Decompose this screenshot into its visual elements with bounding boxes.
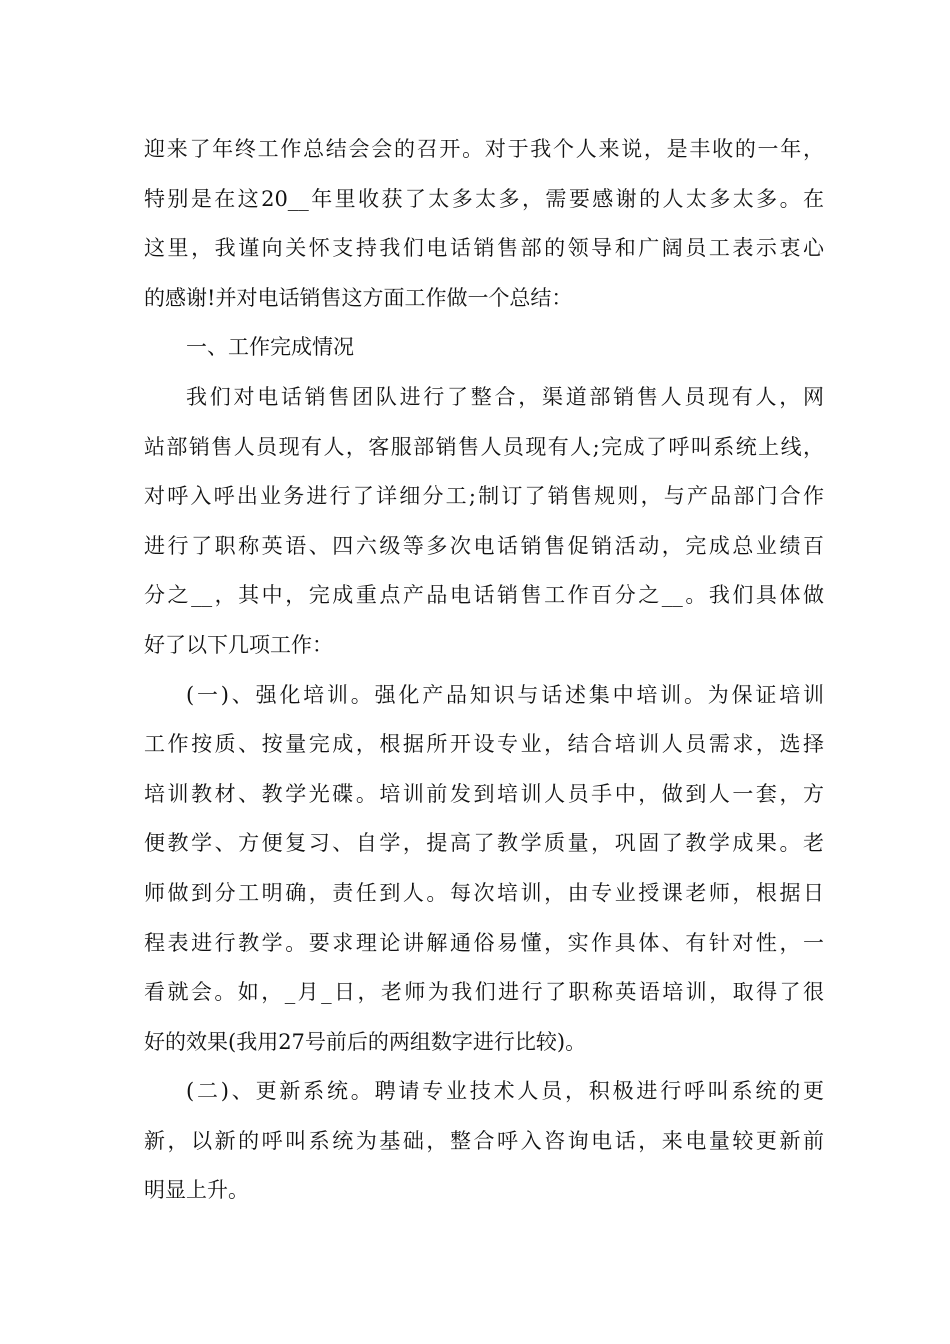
text-line: 新，以新的呼叫系统为基础，整合呼入咨询电话，来电量较更新前	[144, 1128, 824, 1153]
text-line: 迎来了年终工作总结会会的召开。对于我个人来说，是丰收的一年，	[144, 137, 824, 161]
text-line: 看就会。如，_月_日，老师为我们进行了职称英语培训，取得了很	[144, 980, 824, 1005]
text-line: 进行了职称英语、四六级等多次电话销售促销活动，完成总业绩百	[144, 533, 824, 558]
text-line: 分之__，其中，完成重点产品电话销售工作百分之__。我们具体做	[144, 583, 824, 608]
text-line: 站部销售人员现有人，客服部销售人员现有人;完成了呼叫系统上线，	[144, 434, 824, 459]
section-heading: 一、工作完成情况	[186, 335, 354, 360]
text-line: 我们对电话销售团队进行了整合，渠道部销售人员现有人，网	[186, 384, 824, 409]
text-line: 培训教材、教学光碟。培训前发到培训人员手中，做到人一套，方	[144, 781, 824, 806]
document-body	[144, 125, 824, 1216]
text-line: (二)、更新系统。聘请专业技术人员，积极进行呼叫系统的更	[186, 1079, 824, 1104]
text-line: 师做到分工明确，责任到人。每次培训，由专业授课老师，根据日	[144, 880, 824, 905]
text-line: 好的效果(我用27号前后的两组数字进行比较)。	[144, 1029, 587, 1054]
text-line: (一)、强化培训。强化产品知识与话述集中培训。为保证培训	[186, 682, 824, 707]
text-line: 便教学、方便复习、自学，提高了教学质量，巩固了教学成果。老	[144, 831, 824, 856]
text-line: 程表进行教学。要求理论讲解通俗易懂，实作具体、有针对性，一	[144, 930, 824, 955]
text-line: 工作按质、按量完成，根据所开设专业，结合培训人员需求，选择	[144, 732, 824, 757]
text-line: 明显上升。	[144, 1178, 249, 1203]
text-line: 这里，我谨向关怀支持我们电话销售部的领导和广阔员工表示衷心	[144, 236, 824, 261]
text-line: 对呼入呼出业务进行了详细分工;制订了销售规则，与产品部门合作	[144, 484, 824, 509]
text-line: 好了以下几项工作：	[144, 632, 333, 657]
text-line: 特别是在这20__年里收获了太多太多，需要感谢的人太多太多。在	[144, 186, 824, 211]
text-line: 的感谢!并对电话销售这方面工作做一个总结：	[144, 285, 573, 310]
